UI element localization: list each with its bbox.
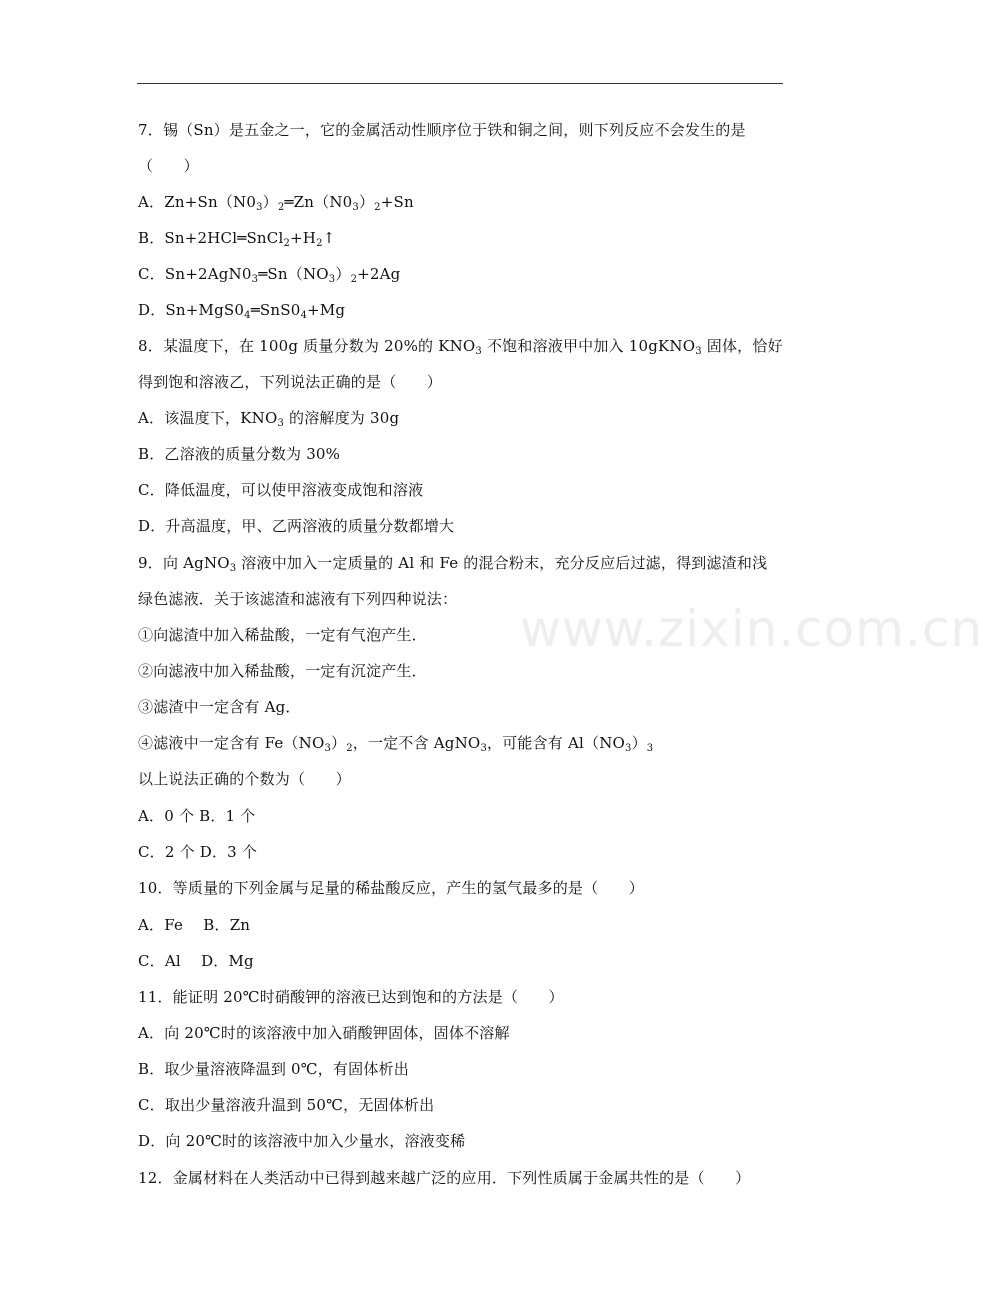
- q8-option-d: D．升高温度，甲、乙两溶液的质量分数都增大: [138, 517, 455, 535]
- q9-statement-1: ①向滤渣中加入稀盐酸，一定有气泡产生．: [138, 626, 427, 644]
- q7-option-b: B．$Sn+2HCl═SnCl_2+H_2↑$: [138, 229, 336, 249]
- q9-statement-4: ④滤液中一定含有 $Fe(NO_3)_2$，一定不含 AgNO$_3$，可能含有 $Al(NO_3)_3$: [138, 734, 654, 754]
- q7-option-c: C．$Sn+2AgN0_3═Sn(NO_3)_2+2Ag$: [138, 265, 401, 285]
- q8-stem-line1: 8．某温度下，在 100g 质量分数为 20%的 $KNO_3$ 不饱和溶液甲中加入 10gKNO$_3$ 固体，恰好: [138, 337, 783, 357]
- q11-option-a: A．向 20℃时的该溶液中加入硝酸钾固体，固体不溶解: [138, 1024, 510, 1042]
- q7-option-d: D．$Sn+MgS0_4═SnS0_4+Mg$: [138, 301, 346, 321]
- q7-option-a: A．$Zn+Sn(N0_3)_2═Zn(N0_3)_2+Sn$: [138, 193, 414, 213]
- q8-option-b: B．乙溶液的质量分数为 30%: [138, 445, 341, 463]
- q9-statement-2: ②向滤液中加入稀盐酸，一定有沉淀产生．: [138, 662, 427, 680]
- q8-stem-line2: 得到饱和溶液乙，下列说法正确的是（ ）: [138, 373, 443, 391]
- q11-option-c: C．取出少量溶液升温到 50℃，无固体析出: [138, 1096, 435, 1114]
- header-rule: [137, 83, 783, 84]
- q9-stem-line1: 9．向 AgNO$_3$ 溶液中加入一定质量的 Al 和 Fe 的混合粉末，充分反应后过滤，得到滤渣和浅: [138, 554, 768, 574]
- q9-stem-line2: 绿色滤液．关于该滤渣和滤液有下列四种说法：: [138, 590, 458, 608]
- q7-stem: 7．锡（Sn）是五金之一，它的金属活动性顺序位于铁和铜之间，则下列反应不会发生的是: [138, 121, 746, 139]
- q9-options-cd: C．2 个 D．3 个: [138, 843, 258, 861]
- q10-options-cd: C．Al D．Mg: [138, 952, 254, 970]
- q9-question: 以上说法正确的个数为（ ）: [138, 770, 351, 788]
- q11-stem: 11．能证明 20℃时硝酸钾的溶液已达到饱和的方法是（ ）: [138, 988, 564, 1006]
- q8-option-a: A．该温度下，$KNO_3$ 的溶解度为 30g: [138, 409, 400, 429]
- watermark: www.zixin.com.cn: [520, 600, 983, 658]
- q10-stem: 10．等质量的下列金属与足量的稀盐酸反应，产生的氢气最多的是（ ）: [138, 879, 644, 897]
- q12-stem: 12．金属材料在人类活动中已得到越来越广泛的应用．下列性质属于金属共性的是（ ）: [138, 1169, 751, 1187]
- q8-option-c: C．降低温度，可以使甲溶液变成饱和溶液: [138, 481, 424, 499]
- q11-option-b: B．取少量溶液降温到 0℃，有固体析出: [138, 1060, 409, 1078]
- q10-options-ab: A．Fe B．Zn: [138, 916, 251, 934]
- q7-answer-paren: （ ）: [138, 157, 199, 175]
- q9-statement-3: ③滤渣中一定含有 Ag．: [138, 698, 301, 716]
- q11-option-d: D．向 20℃时的该溶液中加入少量水，溶液变稀: [138, 1132, 466, 1150]
- q9-options-ab: A．0 个 B．1 个: [138, 807, 256, 825]
